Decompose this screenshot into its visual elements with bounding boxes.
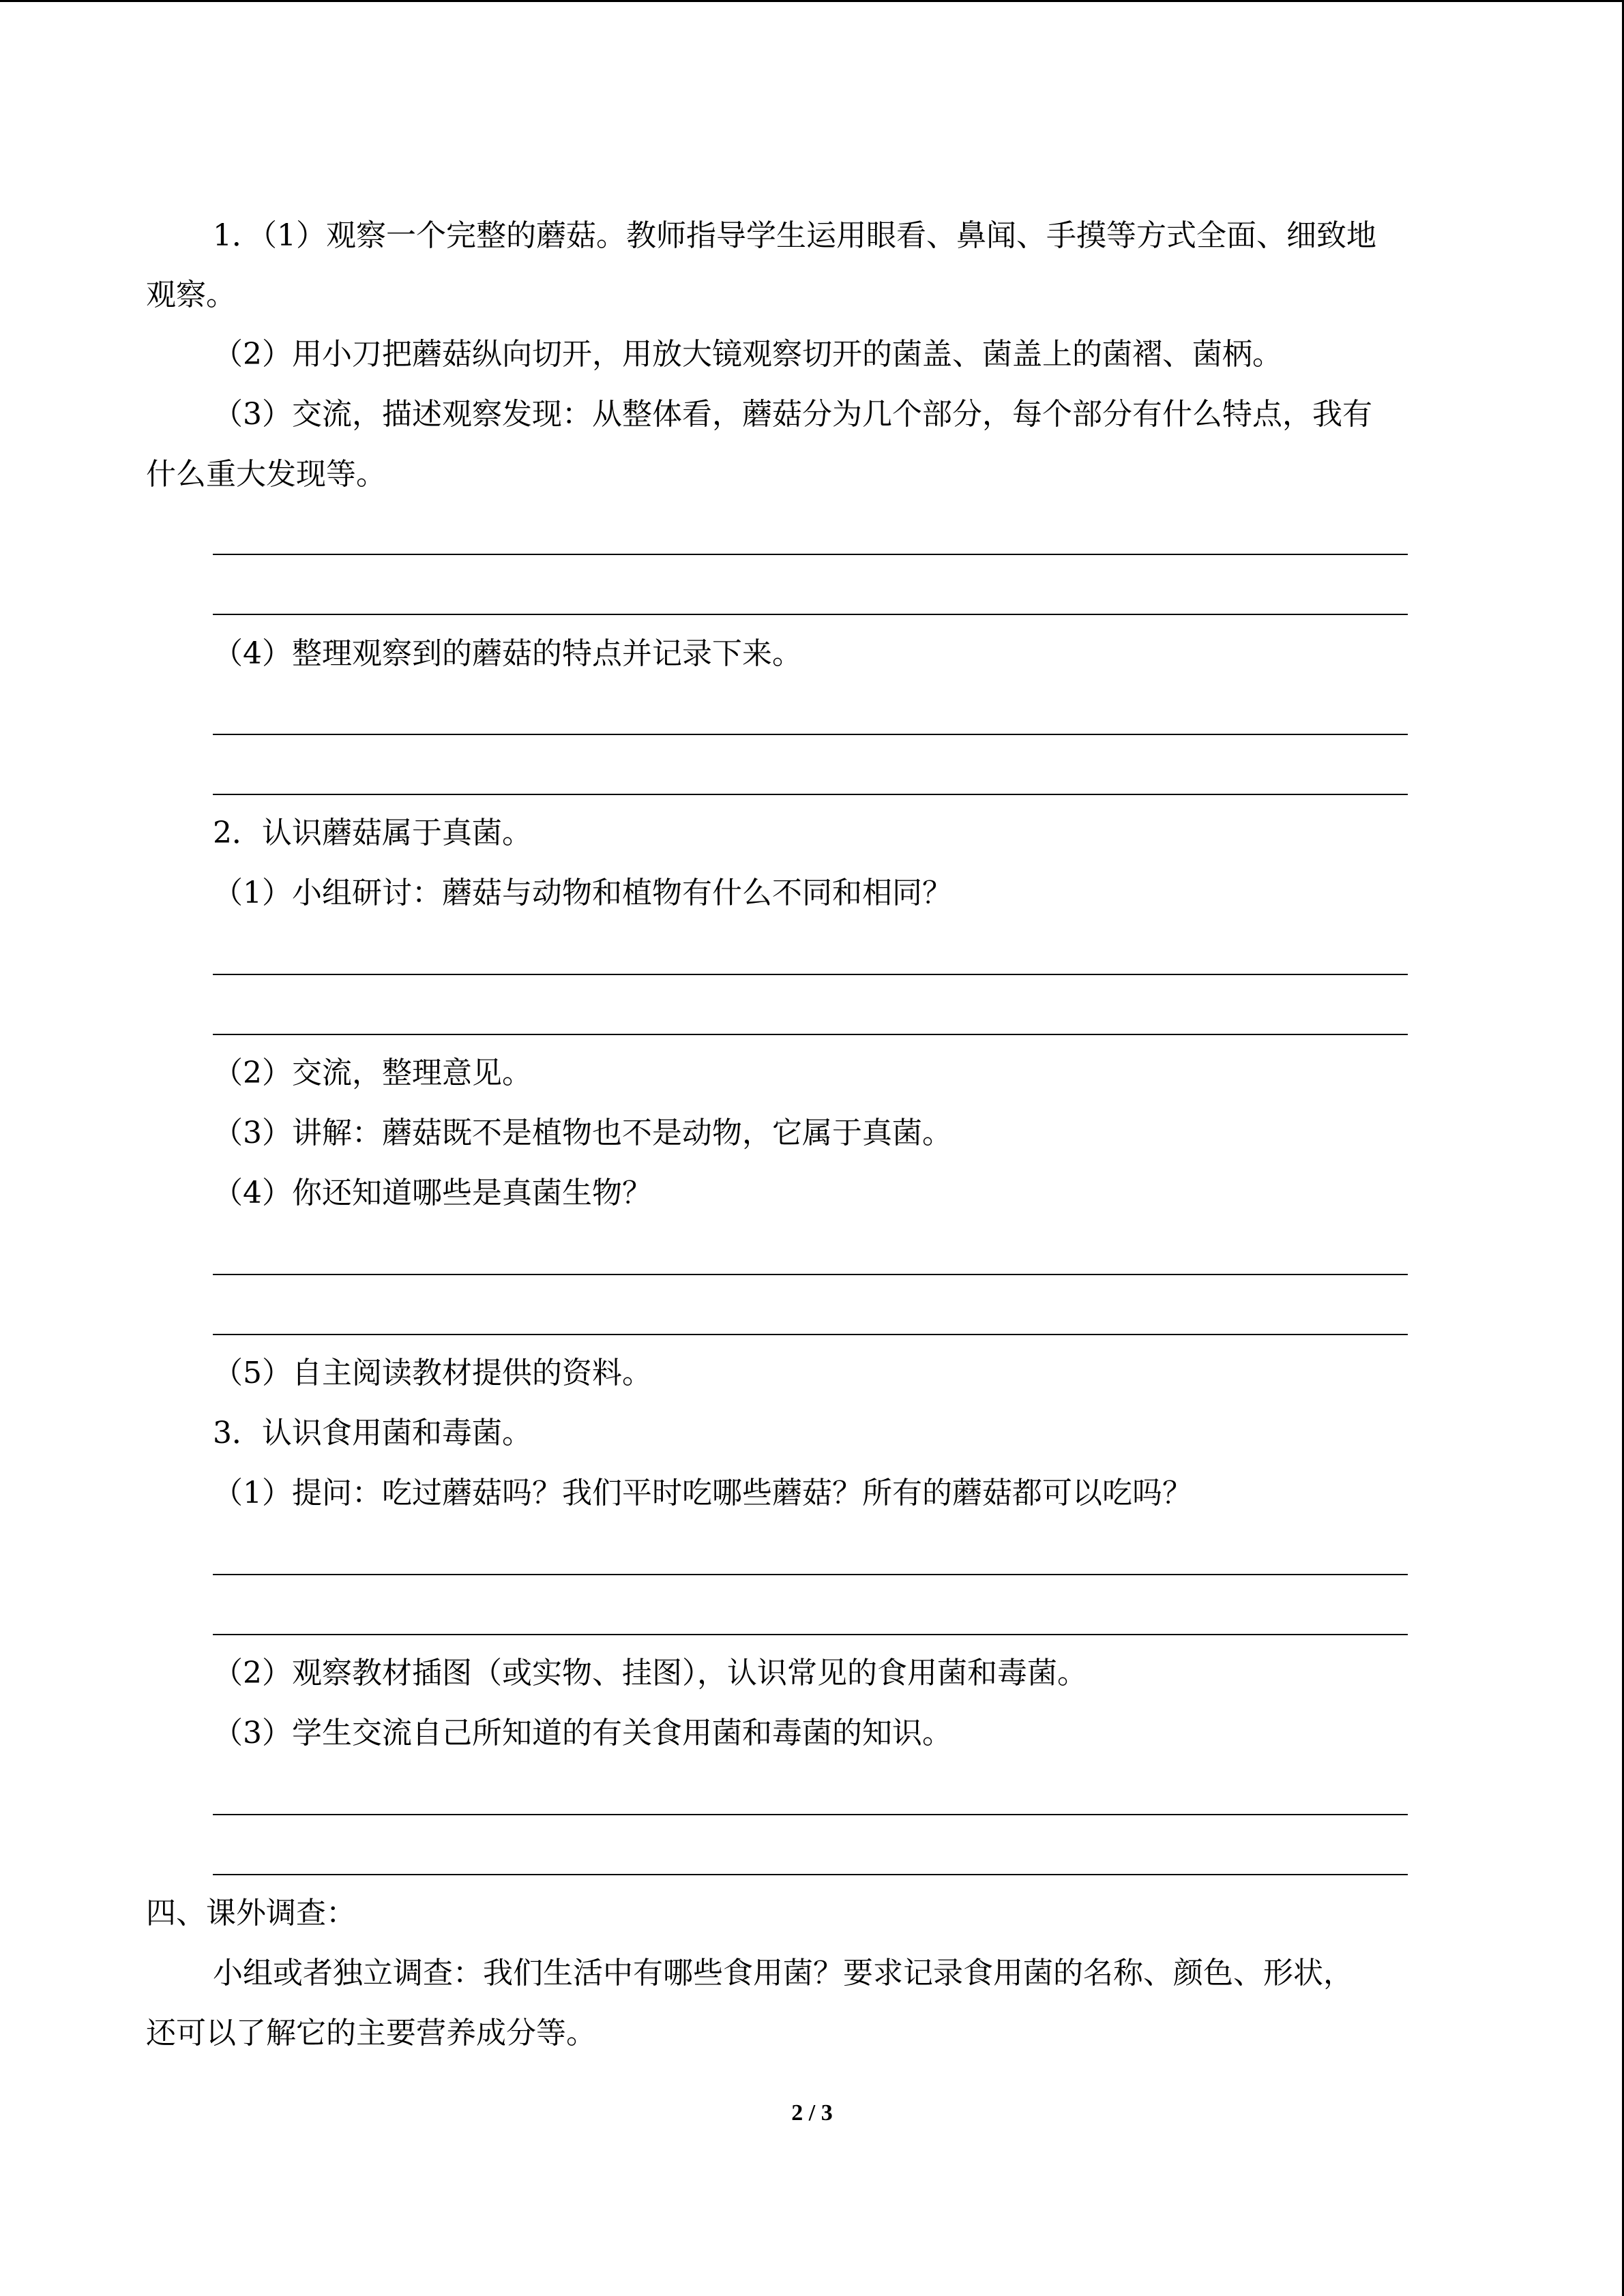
text-line: （1）提问：吃过蘑菇吗？我们平时吃哪些蘑菇？所有的蘑菇都可以吃吗？ — [213, 1476, 1192, 1510]
answer-line[interactable] — [213, 734, 1408, 735]
text-line: （2）观察教材插图（或实物、挂图），认识常见的食用菌和毒菌。 — [213, 1656, 1087, 1690]
text-line: （3）交流，描述观察发现：从整体看，蘑菇分为几个部分，每个部分有什么特点，我有 — [213, 397, 1372, 432]
text-line: （5）自主阅读教材提供的资料。 — [213, 1356, 652, 1390]
text-line: 3．认识食用菌和毒菌。 — [213, 1416, 532, 1450]
page-border-top — [0, 0, 1624, 2]
answer-line[interactable] — [213, 1334, 1408, 1335]
answer-line[interactable] — [213, 1634, 1408, 1635]
text-line: （4）你还知道哪些是真菌生物？ — [213, 1176, 652, 1210]
text-line: 1．（1）观察一个完整的蘑菇。教师指导学生运用眼看、鼻闻、手摸等方式全面、细致地 — [213, 218, 1376, 253]
answer-line[interactable] — [213, 1874, 1408, 1875]
answer-line[interactable] — [213, 974, 1408, 975]
section-heading: 四、课外调查： — [146, 1896, 356, 1930]
text-line: （2）交流，整理意见。 — [213, 1056, 532, 1090]
text-line: （1）小组研讨：蘑菇与动物和植物有什么不同和相同？ — [213, 876, 952, 910]
answer-line[interactable] — [213, 1814, 1408, 1815]
text-line: 小组或者独立调查：我们生活中有哪些食用菌？要求记录食用菌的名称、颜色、形状， — [213, 1956, 1353, 1991]
answer-line[interactable] — [213, 614, 1408, 615]
text-line: （3）讲解：蘑菇既不是植物也不是动物，它属于真菌。 — [213, 1116, 952, 1150]
text-line: 还可以了解它的主要营养成分等。 — [146, 2016, 596, 2051]
answer-line[interactable] — [213, 1274, 1408, 1275]
answer-line[interactable] — [213, 794, 1408, 795]
text-line: （4）整理观察到的蘑菇的特点并记录下来。 — [213, 636, 802, 671]
text-line: （2）用小刀把蘑菇纵向切开，用放大镜观察切开的菌盖、菌盖上的菌褶、菌柄。 — [213, 337, 1282, 372]
text-line: 什么重大发现等。 — [146, 457, 386, 492]
answer-line[interactable] — [213, 1574, 1408, 1575]
text-line: 2．认识蘑菇属于真菌。 — [213, 816, 532, 850]
answer-line[interactable] — [213, 1034, 1408, 1035]
text-line: （3）学生交流自己所知道的有关食用菌和毒菌的知识。 — [213, 1716, 952, 1750]
answer-line[interactable] — [213, 554, 1408, 555]
text-line: 观察。 — [146, 278, 236, 312]
page-number: 2 / 3 — [791, 2100, 833, 2126]
